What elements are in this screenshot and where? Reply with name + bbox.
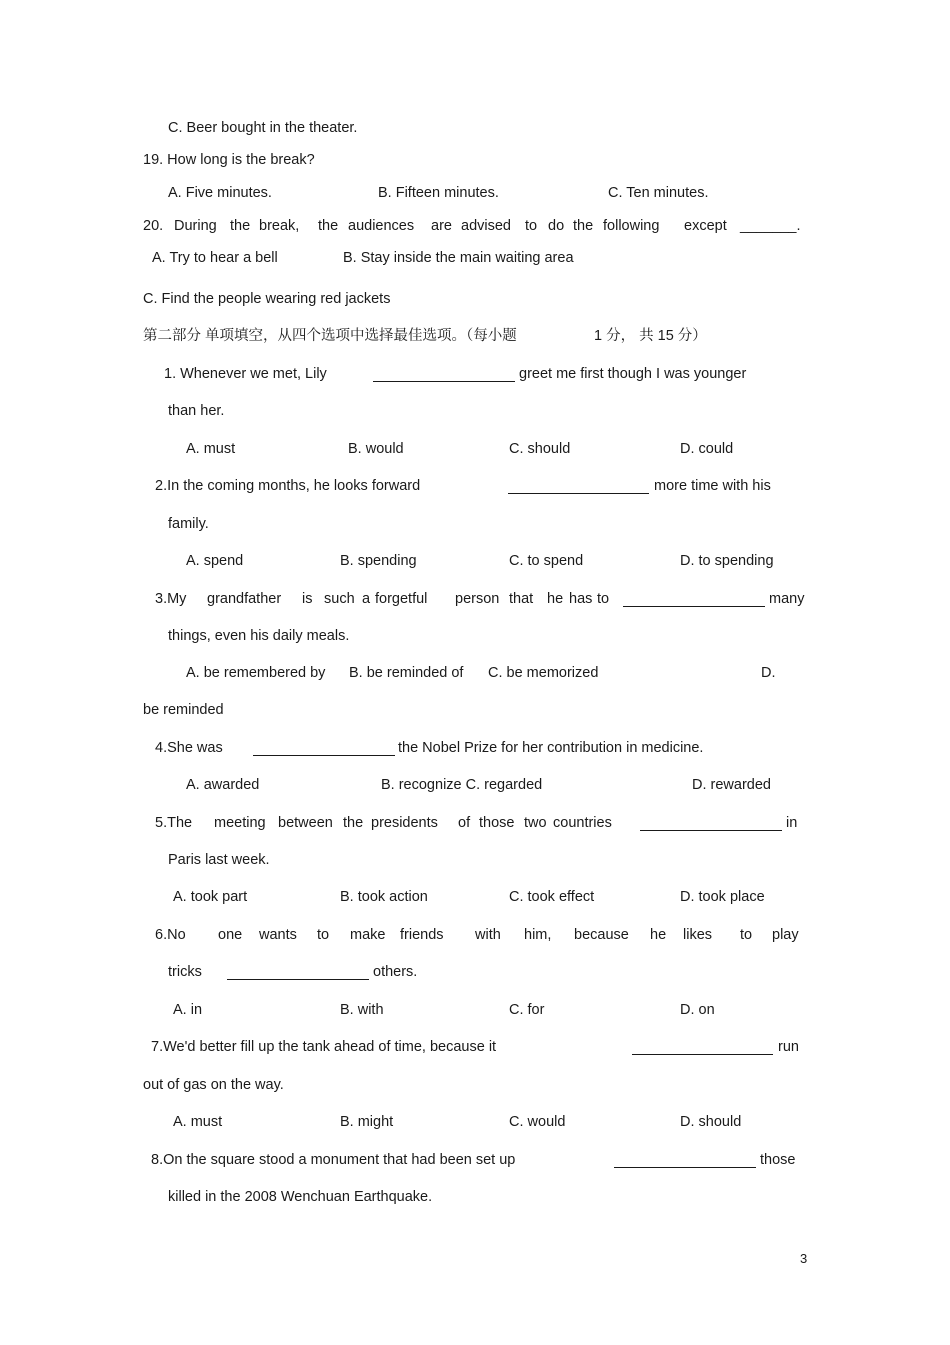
q5-option-c: C. took effect <box>509 889 595 905</box>
q6-w6: with <box>475 927 501 943</box>
q6-stem-line2-cont: others. <box>373 964 418 980</box>
q3-w8: he <box>547 591 564 607</box>
q7-stem: 7.We'd better fill up the tank ahead of time, because it <box>151 1039 497 1055</box>
q2-stem: 2.In the coming months, he looks forward <box>155 478 421 494</box>
q20-w12: except <box>684 218 727 234</box>
q4-answer-blank[interactable] <box>253 755 395 756</box>
q5-w0: 5.The <box>155 815 193 831</box>
q3-w1: grandfather <box>207 591 282 607</box>
q5-w3: the <box>343 815 364 831</box>
q5-option-b: B. took action <box>340 889 428 905</box>
q3-option-c: C. be memorized <box>488 665 599 681</box>
q1-option-b: B. would <box>348 441 404 457</box>
q6-option-d: D. on <box>680 1002 715 1018</box>
q6-w7: him, <box>524 927 552 943</box>
q3-option-d-text: be reminded <box>143 702 224 718</box>
q5-w5: of <box>458 815 471 831</box>
q3-w7: that <box>509 591 534 607</box>
q7-stem-line2: out of gas on the way. <box>143 1077 284 1093</box>
q2-stem-line2: family. <box>168 516 209 532</box>
q1-option-a: A. must <box>186 441 236 457</box>
q20-w8: to <box>525 218 538 234</box>
q19-option-b: B. Fifteen minutes. <box>378 185 499 201</box>
q5-w8: countries <box>553 815 612 831</box>
page-number: 3 <box>800 1251 808 1266</box>
q6-option-c: C. for <box>509 1002 545 1018</box>
q4-option-d: D. rewarded <box>692 777 771 793</box>
section2-heading: 第二部分 单项填空，从四个选项中选择最佳选项。（每小题 <box>143 328 517 344</box>
q3-stem-line2: things, even his daily meals. <box>168 628 350 644</box>
q4-stem-cont: the Nobel Prize for her contribution in medicine. <box>398 740 704 756</box>
q4-stem: 4.She was <box>155 740 223 756</box>
q6-stem-line2: tricks <box>168 964 202 980</box>
q2-option-c: C. to spend <box>509 553 584 569</box>
q19-stem: 19. How long is the break? <box>143 152 315 168</box>
q6-w0: 6.No <box>155 927 186 943</box>
q20-w7: advised <box>461 218 511 234</box>
q3-w10: to <box>597 591 610 607</box>
q5-stem-line2: Paris last week. <box>168 852 270 868</box>
q20-w2: the <box>230 218 251 234</box>
q6-w8: because <box>574 927 629 943</box>
q6-w3: to <box>317 927 330 943</box>
q7-option-a: A. must <box>173 1114 223 1130</box>
q20-w5: audiences <box>348 218 415 234</box>
q3-w0: 3.My <box>155 591 187 607</box>
q2-option-b: B. spending <box>340 553 417 569</box>
q5-w7: two <box>524 815 547 831</box>
q6-w9: he <box>650 927 667 943</box>
q7-option-d: D. should <box>680 1114 742 1130</box>
q20-w4: the <box>318 218 339 234</box>
q6-w2: wants <box>259 927 297 943</box>
q3-option-a: A. be remembered by <box>186 665 326 681</box>
q3-option-d: D. <box>761 665 776 681</box>
q5-answer-blank[interactable] <box>640 830 782 831</box>
q3-w2: is <box>302 591 313 607</box>
section2-heading-score: 1 分， 共 15 分） <box>594 328 707 344</box>
q3-w3: such <box>324 591 355 607</box>
q20-option-c: C. Find the people wearing red jackets <box>143 291 391 307</box>
q20-w9: do <box>548 218 565 234</box>
q7-stem-cont: run <box>778 1039 799 1055</box>
q20-w3: break, <box>259 218 300 234</box>
q2-answer-blank[interactable] <box>508 493 649 494</box>
q5-w6: those <box>479 815 515 831</box>
q7-answer-blank[interactable] <box>632 1054 773 1055</box>
q8-answer-blank[interactable] <box>614 1167 756 1168</box>
q5-option-a: A. took part <box>173 889 248 905</box>
q1-stem-cont: greet me first though I was younger <box>519 366 747 382</box>
q20-w13: _______. <box>740 218 801 234</box>
q6-w1: one <box>218 927 243 943</box>
q18-option-c: C. Beer bought in the theater. <box>168 120 358 136</box>
q6-option-a: A. in <box>173 1002 203 1018</box>
q3-w5: forgetful <box>375 591 428 607</box>
q2-option-a: A. spend <box>186 553 244 569</box>
q5-w1: meeting <box>214 815 266 831</box>
q5-stem-cont: in <box>786 815 798 831</box>
q20-w1: During <box>174 218 217 234</box>
q20-w11: following <box>603 218 660 234</box>
q1-option-c: C. should <box>509 441 571 457</box>
q1-stem: 1. Whenever we met, Lily <box>164 366 327 382</box>
q1-option-d: D. could <box>680 441 734 457</box>
q6-answer-blank[interactable] <box>227 979 369 980</box>
q4-option-bc: B. recognize C. regarded <box>381 777 543 793</box>
q3-w9: has <box>569 591 593 607</box>
q3-w4: a <box>362 591 371 607</box>
q20-option-b: B. Stay inside the main waiting area <box>343 250 574 266</box>
q6-option-b: B. with <box>340 1002 384 1018</box>
q4-option-a: A. awarded <box>186 777 260 793</box>
q3-stem-cont: many <box>769 591 805 607</box>
q5-w4: presidents <box>371 815 438 831</box>
q2-option-d: D. to spending <box>680 553 774 569</box>
q2-stem-cont: more time with his <box>654 478 771 494</box>
q20-option-a: A. Try to hear a bell <box>152 250 278 266</box>
q20-w6: are <box>431 218 452 234</box>
q3-answer-blank[interactable] <box>623 606 765 607</box>
q6-w11: to <box>740 927 753 943</box>
q1-answer-blank[interactable] <box>373 381 515 382</box>
q6-w12: play <box>772 927 799 943</box>
q8-stem: 8.On the square stood a monument that had been set up <box>151 1152 516 1168</box>
q19-option-c: C. Ten minutes. <box>608 185 709 201</box>
q7-option-c: C. would <box>509 1114 566 1130</box>
q6-w10: likes <box>683 927 713 943</box>
q5-option-d: D. took place <box>680 889 765 905</box>
q3-w6: person <box>455 591 500 607</box>
q19-option-a: A. Five minutes. <box>168 185 272 201</box>
q8-stem-cont: those <box>760 1152 796 1168</box>
q1-stem-line2: than her. <box>168 403 225 419</box>
q20-w0: 20. <box>143 218 164 234</box>
q6-w4: make <box>350 927 386 943</box>
q7-option-b: B. might <box>340 1114 394 1130</box>
q8-stem-line2: killed in the 2008 Wenchuan Earthquake. <box>168 1189 433 1205</box>
q3-option-b: B. be reminded of <box>349 665 464 681</box>
q20-w10: the <box>573 218 594 234</box>
q5-w2: between <box>278 815 333 831</box>
q6-w5: friends <box>400 927 444 943</box>
